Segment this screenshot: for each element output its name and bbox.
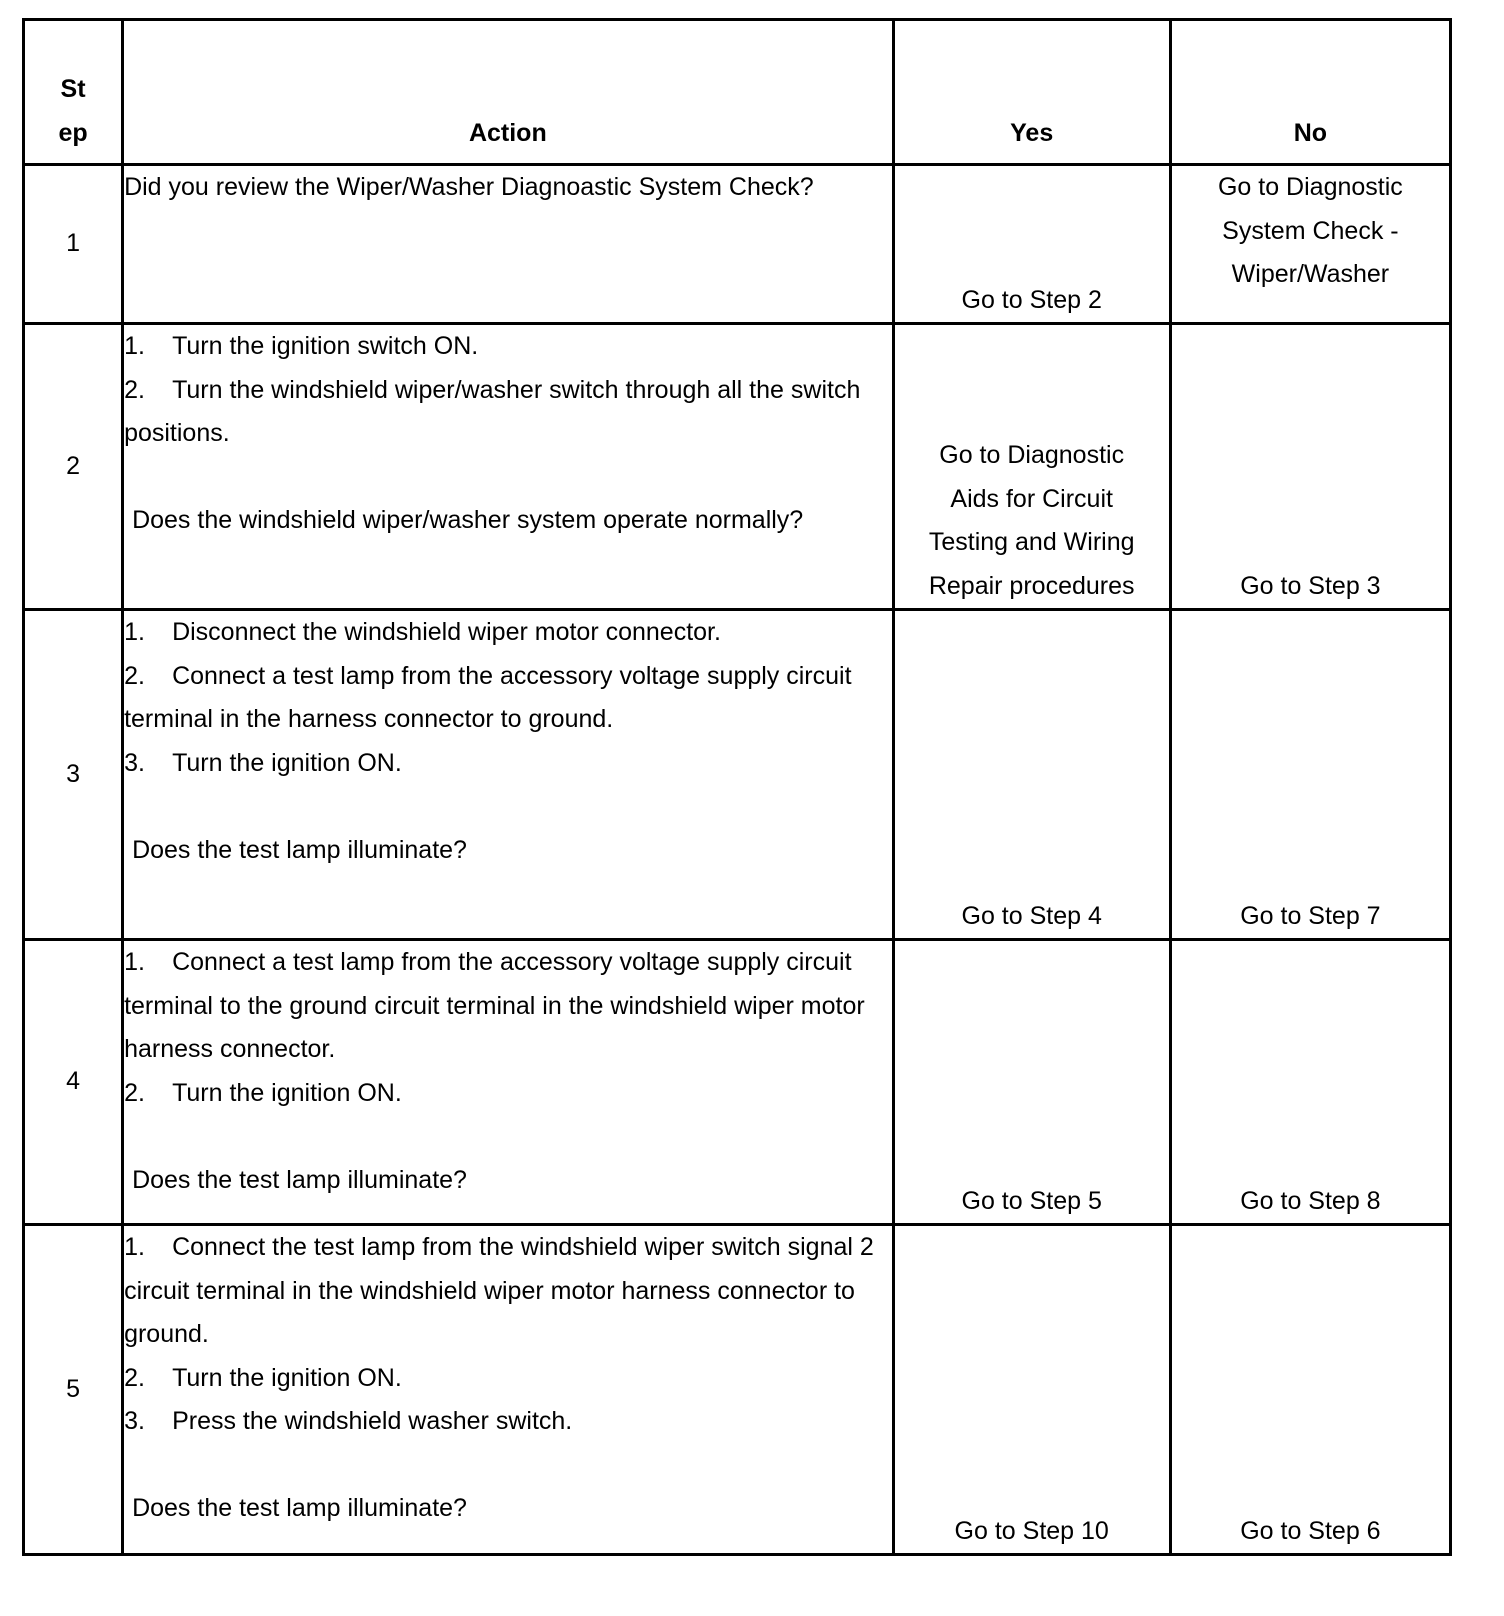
step-number: 5	[24, 1225, 123, 1555]
table-row	[24, 165, 1451, 324]
yes-result: Go to Step 5	[893, 940, 1170, 1225]
yes-result: Go to Step 2	[893, 165, 1170, 324]
action-list-item: 2. Turn the ignition ON.	[124, 1078, 402, 1107]
yes-result: Go to Step 4	[893, 610, 1170, 940]
action-list-item: 2. Turn the windshield wiper/washer switch through all the switch positions.	[124, 375, 861, 447]
header-no: No	[1170, 20, 1450, 165]
action-cell	[123, 165, 894, 324]
no-result: Go to Step 7	[1170, 610, 1450, 940]
action-list-item: 2. Turn the ignition ON.	[124, 1363, 402, 1392]
no-result: Go to Step 6	[1170, 1225, 1450, 1555]
table-row	[24, 610, 1451, 940]
no-result: Go to Diagnostic System Check - Wiper/Washer	[1170, 165, 1450, 324]
no-result: Go to Step 3	[1170, 324, 1450, 610]
action-list-item: 2. Connect a test lamp from the accessory voltage supply circuit terminal in the harness connector to ground.	[124, 661, 852, 733]
table-row	[24, 940, 1451, 1225]
header-action: Action	[123, 20, 894, 165]
action-list-item: 3. Press the windshield washer switch.	[124, 1407, 573, 1435]
action-intro: Did you review the Wiper/Washer Diagnoastic System Check?	[124, 173, 814, 201]
yes-result: Go to Step 10	[893, 1225, 1170, 1555]
header-step: St ep	[24, 20, 123, 165]
action-cell	[123, 324, 894, 610]
action-cell	[123, 610, 894, 940]
action-question: Does the test lamp illuminate?	[132, 1494, 467, 1522]
no-result: Go to Step 8	[1170, 940, 1450, 1225]
action-list-item: 1. Connect a test lamp from the accessory voltage supply circuit terminal to the ground circuit terminal in the windshield wiper motor harness connector.	[124, 948, 865, 1063]
action-cell	[123, 940, 894, 1225]
diagnostic-table	[22, 18, 1452, 1556]
action-list-item: 1. Turn the ignition switch ON.	[124, 332, 479, 360]
table-row	[24, 1225, 1451, 1555]
action-list-item: 1. Connect the test lamp from the windshield wiper switch signal 2 circuit terminal in the windshield wiper motor harness connector to ground.	[124, 1233, 874, 1348]
step-number: 4	[24, 940, 123, 1225]
step-number: 2	[24, 324, 123, 610]
action-cell	[123, 1225, 894, 1555]
action-list-item: 1. Disconnect the windshield wiper motor connector.	[124, 618, 721, 646]
action-list-item: 3. Turn the ignition ON.	[124, 748, 402, 777]
header-row	[24, 20, 1451, 165]
action-question: Does the windshield wiper/washer system operate normally?	[132, 506, 804, 534]
header-yes: Yes	[893, 20, 1170, 165]
action-question: Does the test lamp illuminate?	[132, 835, 467, 864]
yes-result: Go to Diagnostic Aids for Circuit Testing and Wiring Repair procedures	[893, 324, 1170, 610]
table-row	[24, 324, 1451, 610]
action-question: Does the test lamp illuminate?	[132, 1165, 467, 1194]
step-number: 3	[24, 610, 123, 940]
step-number: 1	[24, 165, 123, 324]
